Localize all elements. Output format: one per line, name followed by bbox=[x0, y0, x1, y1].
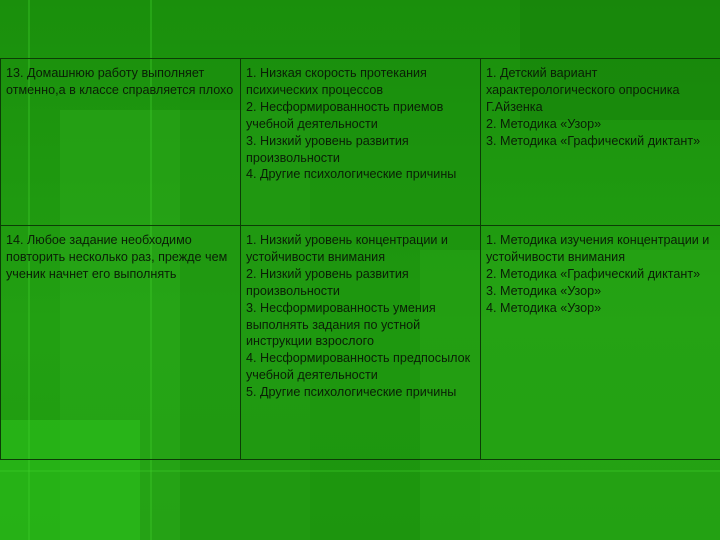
methods-cell: 1. Методика изучения концентрации и устойчивости внимания 2. Методика «Графический диктант» 3. Методика «Узор» 4. Методика «Узор» bbox=[481, 226, 720, 460]
table-row bbox=[1, 59, 720, 226]
causes-cell: 1. Низкая скорость протекания психических процессов 2. Несформированность приемов учебной деятельности 3. Низкий уровень развития произвольности 4. Другие психологические причины bbox=[241, 59, 481, 226]
decorative-line bbox=[0, 470, 720, 472]
causes-cell: 1. Низкий уровень концентрации и устойчивости внимания 2. Низкий уровень развития произвольности 3. Несформированность умения выполнять задания по устной инструкции взрослого 4. Несформированность предпосылок учебной деятельности 5. Другие психологические причины bbox=[241, 226, 481, 460]
content-table bbox=[0, 58, 720, 460]
situation-cell: 13. Домашнюю работу выполняет отменно,а в классе справляется плохо bbox=[1, 59, 241, 226]
situation-cell: 14. Любое задание необходимо повторить несколько раз, прежде чем ученик начнет его выполнять bbox=[1, 226, 241, 460]
table-row bbox=[1, 226, 720, 460]
methods-cell: 1. Детский вариант характерологического опросника Г.Айзенка 2. Методика «Узор» 3. Методика «Графический диктант» bbox=[481, 59, 720, 226]
